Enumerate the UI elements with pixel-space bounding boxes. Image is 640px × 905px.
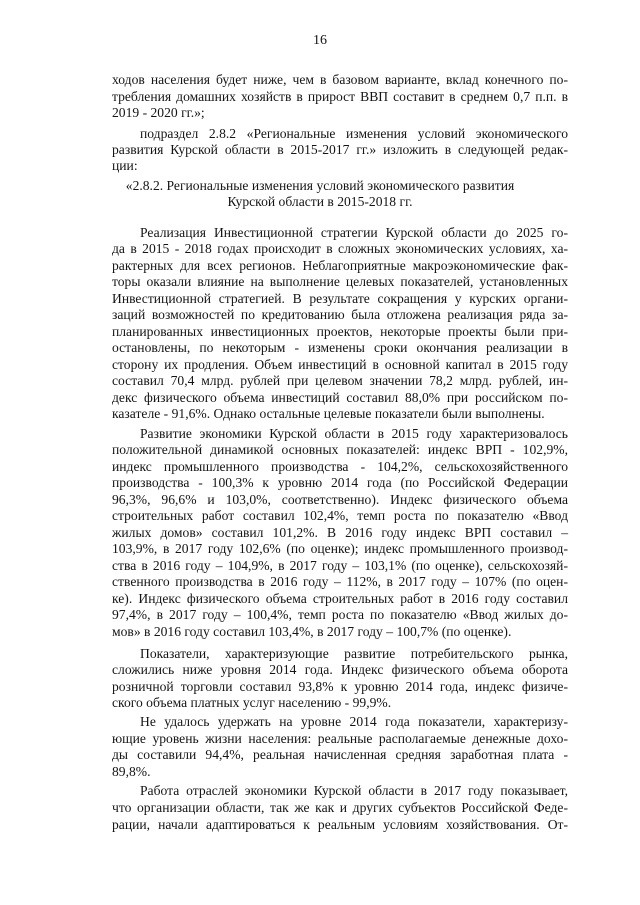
text-line: заций возможностей по кредитованию была отложена реализация ряда за- (112, 307, 568, 322)
text-line: планированных инвестиционных проектов, некоторые проекты были при- (112, 324, 568, 339)
text-line: требления домашних хозяйств в прирост ВВП составит в среднем 0,7 п.п. в (112, 89, 568, 104)
page-number: 16 (313, 33, 327, 48)
text-line: подраздел 2.8.2 «Региональные изменения условий экономического (140, 126, 568, 141)
text-line: Не удалось удержать на уровне 2014 года показатели, характеризу- (140, 714, 568, 729)
text-line: 97,4%, в 2017 году – 100,4%, темп роста по показателю «Ввод жилых до- (112, 607, 568, 622)
text-line: сложились ниже уровня 2014 года. Индекс физического объема оборота (112, 662, 568, 677)
text-line: 96,3%, 96,6% и 103,0%, соответственно). Индекс физического объема (112, 492, 568, 507)
text-line: индекс промышленного производства - 104,2%, сельскохозяйственного (112, 459, 568, 474)
text-line: мов» в 2016 году составил 103,4%, в 2017 году – 100,7% (по оценке). (112, 624, 512, 639)
section-heading: Курской области в 2015-2018 гг. (227, 194, 413, 209)
text-line: ды составили 94,4%, реальная начисленная средняя заработная плата - (112, 747, 568, 762)
text-line: декс физического объема инвестиций составил 88,0% при российском по- (112, 390, 568, 405)
text-line: Развитие экономики Курской области в 2015 году характеризовалось (140, 426, 568, 441)
text-line: казателе - 91,6%. Однако остальные целевые показатели были выполнены. (112, 406, 545, 421)
text-line: производства - 100,3% к уровню 2014 года (по Российской Федерации (112, 475, 568, 490)
text-line: ственного производства в 2016 году – 112%, в 2017 году – 107% (по оцен- (112, 574, 568, 589)
text-line: 103,9%, в 2017 году 102,6% (по оценке); индекс промышленного производ- (112, 541, 568, 556)
text-line: ского объема платных услуг населению - 99,9%. (112, 695, 392, 710)
text-line: Работа отраслей экономики Курской области в 2017 году показывает, (140, 783, 568, 798)
text-line: рактерных для всех регионов. Неблагоприятные макроэкономические фак- (112, 258, 568, 273)
text-line: ющие уровень жизни населения: реальные располагаемые денежные дохо- (112, 731, 568, 746)
section-heading: «2.8.2. Региональные изменения условий экономического развития (125, 178, 515, 193)
text-line: положительной динамикой основных показателей: индекс ВРП - 102,9%, (112, 442, 568, 457)
text-line: ходов населения будет ниже, чем в базовом варианте, вклад конечного по- (112, 72, 568, 87)
text-line: 2019 - 2020 гг.»; (112, 105, 205, 120)
text-line: 89,8%. (112, 764, 151, 779)
text-line: ства в 2016 году – 104,9%, в 2017 году – 103,1% (по оценке), сельскохозяй- (112, 558, 568, 573)
text-line: Реализация Инвестиционной стратегии Курской области до 2025 го- (140, 225, 568, 240)
text-line: ции: (112, 158, 138, 173)
text-line: рации, начали адаптироваться к реальным условиям хозяйствования. От- (112, 817, 568, 832)
text-line: Инвестиционной стратегией. В результате сокращения у курских органи- (112, 291, 568, 306)
text-line: розничной торговли составил 93,8% к уровню 2014 года, индекс физиче- (112, 679, 568, 694)
text-line: торы оказали влияние на выполнение целевых показателей, установленных (112, 274, 568, 289)
text-line: составил 70,4 млрд. рублей при целевом значении 78,2 млрд. рублей, ин- (112, 373, 568, 388)
text-line: остановлены, по некоторым - изменены сроки окончания реализации в (112, 340, 568, 355)
text-line: жилых домов» составил 101,2%. В 2016 году индекс ВРП составил – (112, 525, 568, 540)
text-line: да в 2015 - 2018 годах происходит в сложных экономических условиях, ха- (112, 241, 568, 256)
text-line: развития Курской области в 2015-2017 гг.» изложить в следующей редак- (112, 142, 568, 157)
text-line: что организации области, так же как и других субъектов Российской Феде- (112, 800, 568, 815)
text-line: Показатели, характеризующие развитие потребительского рынка, (140, 646, 568, 661)
text-line: сторону их продления. Объем инвестиций в основной капитал в 2015 году (112, 357, 568, 372)
text-line: ке). Индекс физического объема строительных работ в 2016 году составил (112, 591, 568, 606)
text-line: строительных работ составил 102,4%, темп роста по показателю «Ввод (112, 508, 568, 523)
